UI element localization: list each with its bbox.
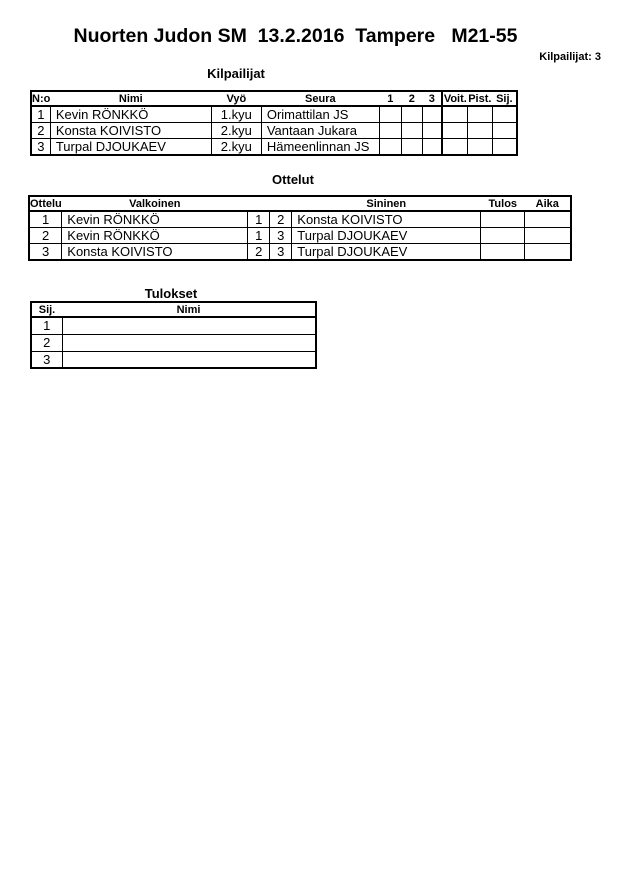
result-cell — [481, 211, 525, 228]
col-header-tulos: Tulos — [481, 196, 525, 211]
points-cell — [467, 106, 492, 123]
blue-player-number-cell: 3 — [270, 244, 292, 261]
col-header-match1: 1 — [379, 91, 401, 106]
competitor-number-cell: 1 — [31, 106, 50, 123]
placement-name-cell — [62, 351, 316, 368]
match1-cell — [379, 106, 401, 123]
placement-number-cell: 3 — [31, 351, 62, 368]
competitor-club-cell: Vantaan Jukara — [261, 123, 379, 139]
col-header-blue-number — [270, 196, 292, 211]
match-row — [29, 228, 571, 244]
result-row — [31, 317, 316, 334]
result-row — [31, 351, 316, 368]
placement-name-cell — [62, 317, 316, 334]
match-row — [29, 244, 571, 261]
blue-player-cell: Turpal DJOUKAEV — [292, 244, 481, 261]
blue-player-number-cell: 2 — [270, 211, 292, 228]
tulokset-heading: Tulokset — [144, 286, 198, 301]
result-cell — [481, 244, 525, 261]
kilpailijat-heading: Kilpailijat — [207, 66, 265, 81]
white-player-cell: Konsta KOIVISTO — [62, 244, 248, 261]
white-player-cell: Kevin RÖNKKÖ — [62, 211, 248, 228]
competitor-number-cell: 2 — [31, 123, 50, 139]
col-header-vyo: Vyö — [211, 91, 261, 106]
tulokset-header-row — [31, 302, 316, 317]
competitor-name-cell: Kevin RÖNKKÖ — [50, 106, 211, 123]
competitor-club-cell: Hämeenlinnan JS — [261, 139, 379, 156]
placement-number-cell: 2 — [31, 334, 62, 351]
points-cell — [467, 123, 492, 139]
competitor-club-cell: Orimattilan JS — [261, 106, 379, 123]
col-header-sij: Sij. — [492, 91, 517, 106]
wins-cell — [442, 123, 467, 139]
placement-cell — [492, 123, 517, 139]
time-cell — [525, 211, 571, 228]
col-header-sij: Sij. — [31, 302, 62, 317]
match-number-cell: 1 — [29, 211, 62, 228]
tulokset-table — [30, 301, 317, 369]
col-header-seura: Seura — [261, 91, 379, 106]
placement-number-cell: 1 — [31, 317, 62, 334]
col-header-match2: 2 — [401, 91, 422, 106]
competitor-row — [31, 106, 517, 123]
ottelut-heading: Ottelut — [272, 172, 314, 187]
wins-cell — [442, 106, 467, 123]
wins-cell — [442, 139, 467, 156]
ottelut-header-row — [29, 196, 571, 211]
col-header-valkoinen: Valkoinen — [62, 196, 248, 211]
match2-cell — [401, 123, 422, 139]
col-header-match3: 3 — [422, 91, 442, 106]
match2-cell — [401, 106, 422, 123]
kilpailijat-header-row — [31, 91, 517, 106]
competitor-belt-cell: 2.kyu — [211, 139, 261, 156]
points-cell — [467, 139, 492, 156]
white-player-number-cell: 1 — [248, 228, 270, 244]
result-cell — [481, 228, 525, 244]
col-header-pist: Pist. — [468, 92, 492, 105]
result-row — [31, 334, 316, 351]
col-header-nimi: Nimi — [50, 91, 211, 106]
placement-cell — [492, 139, 517, 156]
match-row — [29, 211, 571, 228]
match1-cell — [379, 123, 401, 139]
competitor-row — [31, 139, 517, 156]
blue-player-cell: Konsta KOIVISTO — [292, 211, 481, 228]
col-header-ottelu: Ottelu — [30, 197, 62, 210]
blue-player-cell: Turpal DJOUKAEV — [292, 228, 481, 244]
white-player-cell: Kevin RÖNKKÖ — [62, 228, 248, 244]
match-number-cell: 2 — [29, 228, 62, 244]
competitor-name-cell: Konsta KOIVISTO — [50, 123, 211, 139]
placement-name-cell — [62, 334, 316, 351]
time-cell — [525, 244, 571, 261]
match-number-cell: 3 — [29, 244, 62, 261]
match3-cell — [422, 139, 442, 156]
col-header-aika: Aika — [525, 196, 571, 211]
col-header-no: N:o — [32, 92, 51, 105]
competitor-row — [31, 123, 517, 139]
white-player-number-cell: 2 — [248, 244, 270, 261]
page-title: Nuorten Judon SM 13.2.2016 Tampere M21-55 — [73, 25, 518, 47]
col-header-voit: Voit. — [443, 92, 467, 105]
time-cell — [525, 228, 571, 244]
placement-cell — [492, 106, 517, 123]
match3-cell — [422, 123, 442, 139]
col-header-white-number — [248, 196, 270, 211]
match3-cell — [422, 106, 442, 123]
competitor-belt-cell: 2.kyu — [211, 123, 261, 139]
competitors-count-label: Kilpailijat: 3 — [539, 51, 601, 63]
col-header-sininen: Sininen — [292, 196, 481, 211]
kilpailijat-table — [30, 90, 518, 156]
match2-cell — [401, 139, 422, 156]
white-player-number-cell: 1 — [248, 211, 270, 228]
competitor-number-cell: 3 — [31, 139, 50, 156]
match1-cell — [379, 139, 401, 156]
blue-player-number-cell: 3 — [270, 228, 292, 244]
ottelut-table — [28, 195, 572, 261]
competitor-belt-cell: 1.kyu — [211, 106, 261, 123]
col-header-nimi: Nimi — [62, 302, 316, 317]
competitor-name-cell: Turpal DJOUKAEV — [50, 139, 211, 156]
